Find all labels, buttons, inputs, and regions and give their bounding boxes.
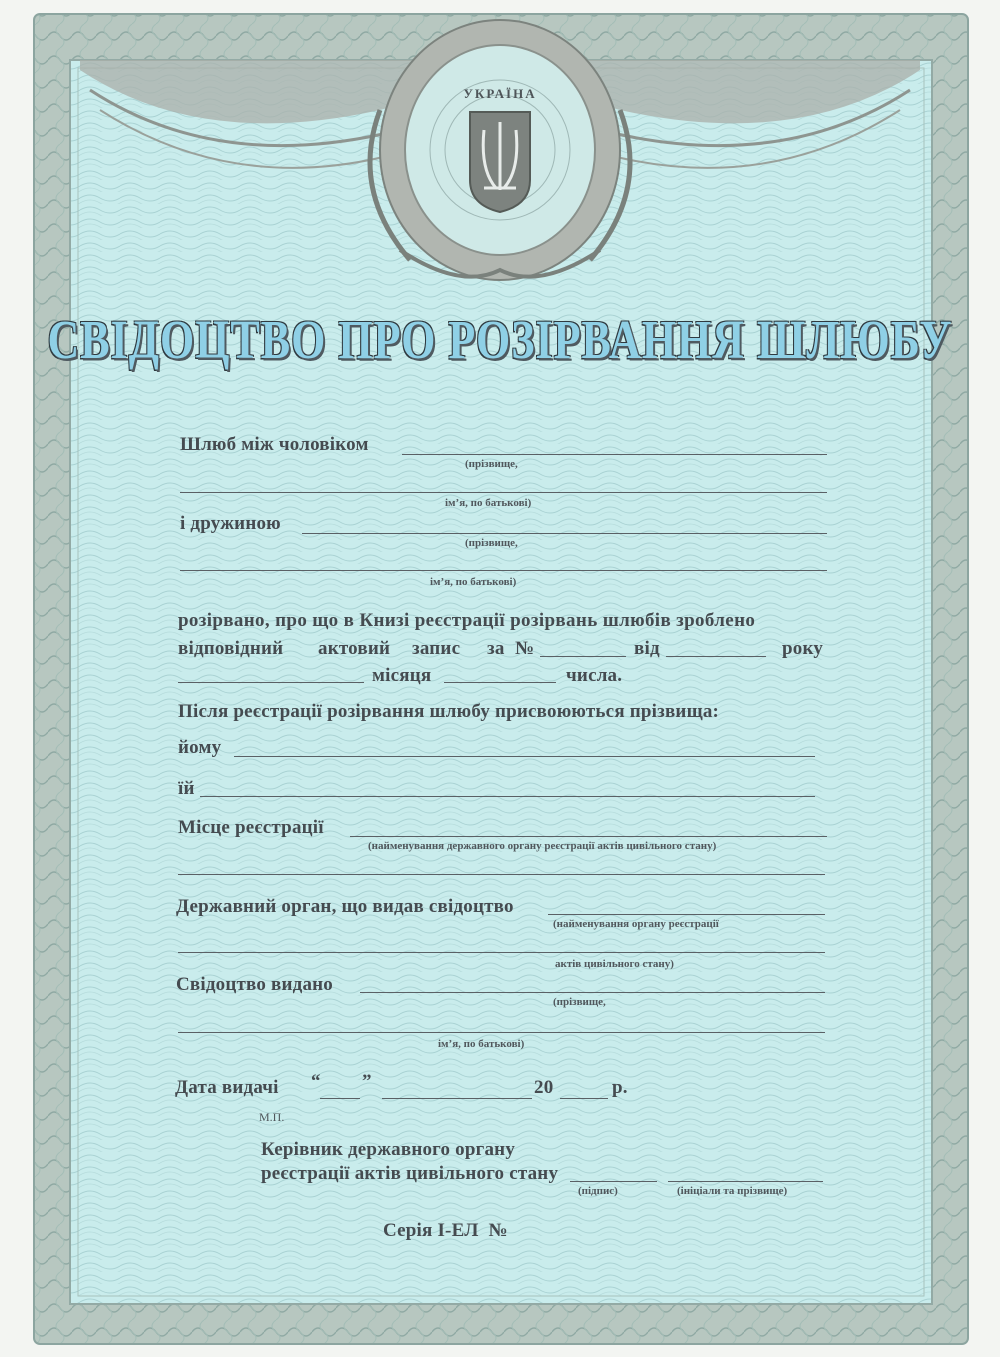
husband-label: Шлюб між чоловіком bbox=[180, 434, 369, 455]
place-hint: (найменування державного органу реєстрації актів цивільного стану) bbox=[368, 840, 717, 852]
issuer-hint-1: (найменування органу реєстрації bbox=[553, 918, 719, 930]
registry-word-for: за bbox=[487, 638, 505, 659]
registry-word-from: від bbox=[634, 638, 660, 659]
surnames-label: Після реєстрації розірвання шлюбу присвоюються прізвища: bbox=[178, 701, 720, 722]
wife-hint-surname: (прізвище, bbox=[465, 537, 518, 549]
record-day-line[interactable] bbox=[178, 682, 364, 683]
issued-to-hint-1: (прізвище, bbox=[553, 996, 606, 1008]
her-surname-line[interactable] bbox=[200, 796, 815, 797]
issuer-hint-2: актів цивільного стану) bbox=[555, 958, 674, 970]
her-label: їй bbox=[178, 778, 195, 799]
date-close-quote: ” bbox=[362, 1071, 372, 1092]
initials-hint: (ініціали та прізвище) bbox=[677, 1185, 788, 1197]
date-day-line[interactable] bbox=[320, 1098, 360, 1099]
registry-number-sign: № bbox=[515, 638, 535, 659]
issued-to-hint-2: ім’я, по батькові) bbox=[438, 1038, 525, 1050]
seal-label: М.П. bbox=[259, 1110, 285, 1124]
registry-word-year: року bbox=[782, 638, 824, 659]
issued-to-name-line[interactable] bbox=[178, 1032, 825, 1033]
date-year-line[interactable] bbox=[560, 1098, 608, 1099]
place-line-2[interactable] bbox=[178, 874, 825, 875]
husband-hint-name: ім’я, по батькові) bbox=[445, 497, 532, 509]
place-label: Місце реєстрації bbox=[178, 817, 324, 838]
wife-surname-line[interactable] bbox=[302, 533, 827, 534]
series-number: Серія І-ЕЛ № bbox=[383, 1220, 508, 1241]
record-number-line[interactable] bbox=[540, 656, 626, 657]
head-label-1: Керівник державного органу bbox=[261, 1139, 516, 1160]
date-open-quote: “ bbox=[311, 1071, 321, 1092]
registry-word-record: запис bbox=[412, 638, 461, 659]
issuer-line[interactable] bbox=[548, 914, 825, 915]
document-title: СВІДОЦТВО ПРО РОЗІРВАННЯ ШЛЮБУ bbox=[47, 309, 953, 371]
signature-hint: (підпис) bbox=[578, 1185, 618, 1197]
him-label: йому bbox=[178, 737, 222, 758]
initials-line[interactable] bbox=[668, 1181, 823, 1182]
head-label-2: реєстрації актів цивільного стану bbox=[261, 1163, 559, 1184]
registry-word-appropriate: відповідний bbox=[178, 638, 284, 659]
wife-hint-name: ім’я, по батькові) bbox=[430, 576, 517, 588]
country-name: УКРАЇНА bbox=[463, 86, 537, 101]
issuer-line-2[interactable] bbox=[178, 952, 825, 953]
registry-word-month: місяця bbox=[372, 665, 432, 686]
record-year-line[interactable] bbox=[666, 656, 766, 657]
registry-word-act: актовий bbox=[318, 638, 391, 659]
registry-line-1: розірвано, про що в Книзі реєстрації розірвань шлюбів зроблено bbox=[178, 610, 756, 631]
husband-surname-line[interactable] bbox=[402, 454, 827, 455]
date-label: Дата видачі bbox=[175, 1077, 279, 1098]
date-year-prefix: 20 bbox=[534, 1077, 554, 1098]
husband-name-line[interactable] bbox=[180, 492, 827, 493]
registry-word-day: числа. bbox=[566, 665, 623, 686]
place-line[interactable] bbox=[350, 836, 827, 837]
his-surname-line[interactable] bbox=[234, 756, 815, 757]
signature-line[interactable] bbox=[570, 1181, 657, 1182]
wife-name-line[interactable] bbox=[180, 570, 827, 571]
issued-to-surname-line[interactable] bbox=[360, 992, 825, 993]
husband-hint-surname: (прізвище, bbox=[465, 458, 518, 470]
wife-label: і дружиною bbox=[180, 513, 281, 534]
issuer-label: Державний орган, що видав свідоцтво bbox=[176, 896, 514, 917]
date-month-line[interactable] bbox=[382, 1098, 532, 1099]
issued-to-label: Свідоцтво видано bbox=[176, 974, 333, 995]
record-month-line[interactable] bbox=[444, 682, 556, 683]
date-year-suffix: р. bbox=[612, 1077, 628, 1098]
